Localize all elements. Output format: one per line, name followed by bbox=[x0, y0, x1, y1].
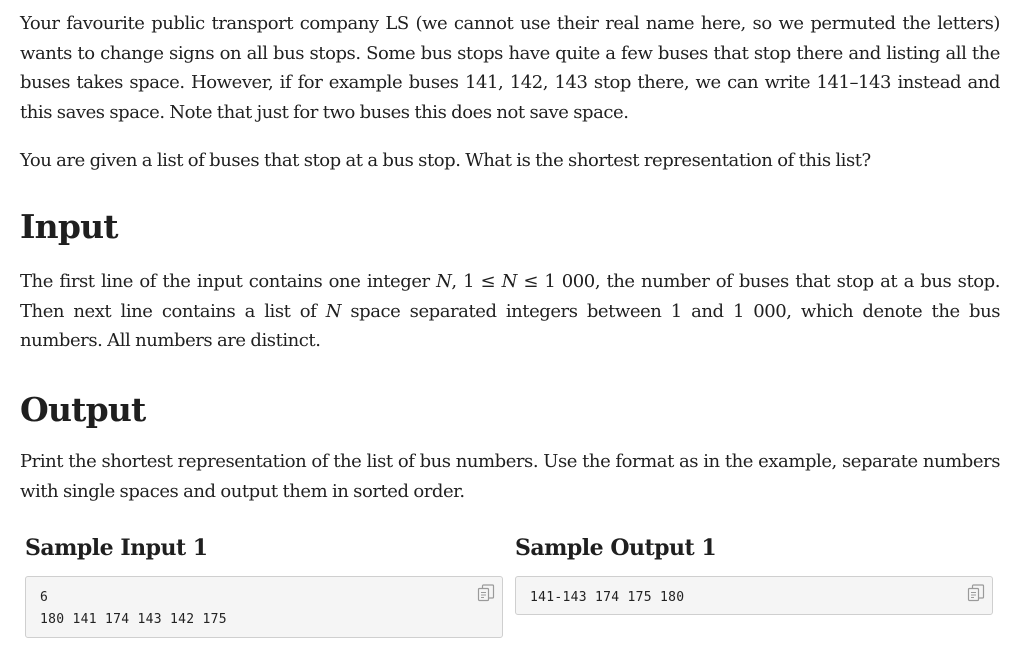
copy-icon[interactable] bbox=[476, 583, 496, 603]
math-var-n: N bbox=[325, 300, 342, 322]
output-paragraph: Print the shortest representation of the list of bus numbers. Use the format as in the example, separate numbers with single spaces and output them in sorted order. bbox=[20, 451, 1000, 502]
intro-text-2: stop there, we can write bbox=[587, 72, 817, 93]
intro-buses-example: 141, 142, 143 bbox=[465, 72, 588, 93]
sample-output-box[interactable] bbox=[515, 576, 993, 615]
input-paragraph bbox=[20, 267, 1000, 356]
output-heading: Output bbox=[20, 390, 146, 429]
sample-input-content[interactable]: 6 180 141 174 143 142 175 bbox=[40, 590, 227, 627]
sample-input-box[interactable] bbox=[25, 576, 503, 638]
copy-icon[interactable] bbox=[966, 583, 986, 603]
input-heading: Input bbox=[20, 207, 118, 246]
sample-input-title: Sample Input 1 bbox=[25, 535, 208, 561]
input-text-4: and bbox=[681, 300, 733, 322]
sample-output-title: Sample Output 1 bbox=[515, 535, 717, 561]
math-high-bound: 1 000 bbox=[732, 300, 787, 322]
math-constraint-a: , 1 ≤ bbox=[451, 271, 502, 292]
intro-text-3: instead and this saves space. Note that just for two buses this does not save space. bbox=[20, 72, 1000, 123]
math-low-bound: 1 bbox=[670, 300, 682, 322]
math-constraint-b: ≤ 1 000 bbox=[516, 271, 595, 292]
math-var-n: N bbox=[436, 271, 452, 292]
input-text-2: , the number of buses that stop at a bus stop. Then next line contains a list of bbox=[20, 271, 1000, 322]
input-text-1: The first line of the input contains one integer bbox=[20, 271, 437, 292]
sample-output-content[interactable]: 141-143 174 175 180 bbox=[530, 590, 685, 605]
intro-range-example: 141–143 bbox=[816, 72, 892, 93]
task-paragraph: You are given a list of buses that stop at a bus stop. What is the shortest representation of this list? bbox=[20, 150, 871, 171]
intro-paragraph bbox=[20, 9, 1000, 127]
input-text-5: , which denote the bus numbers. All numbers are distinct. bbox=[20, 300, 1001, 351]
input-text-3: space separated integers between bbox=[341, 300, 671, 322]
math-var-n: N bbox=[501, 271, 517, 292]
intro-text-1: Your favourite public transport company LS (we cannot use their real name here, so we permuted the letters) wants to change signs on all bus stops. Some bus stops have quite a few buses that stop there and listing all the buses takes space. However, if for example buses bbox=[20, 13, 1000, 93]
